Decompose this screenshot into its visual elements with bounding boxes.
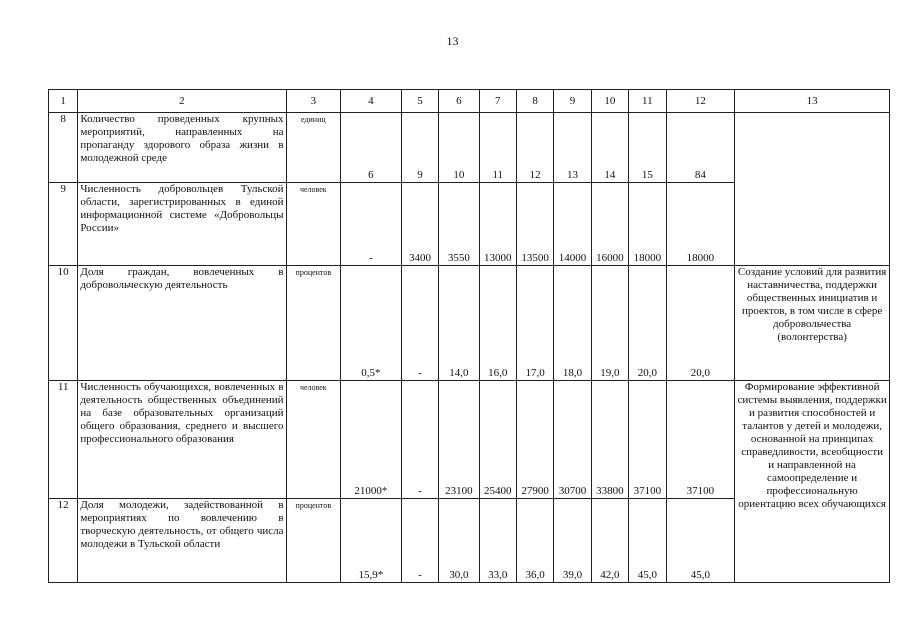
value-cell: 12 — [516, 113, 553, 183]
row-number: 8 — [49, 113, 78, 183]
indicator-unit: единиц — [286, 113, 341, 183]
value-cell: 6 — [341, 113, 402, 183]
column-header: 13 — [735, 90, 890, 113]
value-cell: 84 — [666, 113, 735, 183]
value-cell: 42,0 — [591, 499, 628, 583]
indicators-table — [48, 89, 890, 583]
note-cell: Создание условий для развития наставничества, поддержки общественных инициатив и проектов, в том числе в сфере добровольчества (волонтерства) — [735, 266, 890, 381]
value-cell: 14000 — [554, 183, 591, 266]
value-cell: 39,0 — [554, 499, 591, 583]
value-cell: 33800 — [591, 381, 628, 499]
value-cell: 21000* — [341, 381, 402, 499]
indicator-name: Численность добровольцев Тульской области, зарегистрированных в единой информационной системе «Добровольцы России» — [78, 183, 286, 266]
value-cell: 0,5* — [341, 266, 402, 381]
indicator-name: Численность обучающихся, вовлеченных в деятельность общественных объединений на базе образовательных организаций общего образования, среднего и высшего профессионального образования — [78, 381, 286, 499]
value-cell: - — [401, 266, 438, 381]
value-cell: 15 — [629, 113, 666, 183]
value-cell: 25400 — [479, 381, 516, 499]
column-header: 8 — [516, 90, 553, 113]
value-cell: 10 — [439, 113, 479, 183]
value-cell: - — [401, 499, 438, 583]
value-cell: 20,0 — [629, 266, 666, 381]
value-cell: 18,0 — [554, 266, 591, 381]
column-header: 3 — [286, 90, 341, 113]
table-row — [49, 381, 890, 499]
value-cell: 30,0 — [439, 499, 479, 583]
indicator-name: Доля граждан, вовлеченных в добровольческую деятельность — [78, 266, 286, 381]
column-header: 9 — [554, 90, 591, 113]
value-cell: 3550 — [439, 183, 479, 266]
indicator-unit: человек — [286, 381, 341, 499]
value-cell: 18000 — [666, 183, 735, 266]
indicator-unit: процентов — [286, 266, 341, 381]
column-header: 2 — [78, 90, 286, 113]
value-cell: 45,0 — [666, 499, 735, 583]
table-row — [49, 266, 890, 381]
note-cell — [735, 113, 890, 266]
column-header: 12 — [666, 90, 735, 113]
indicator-unit: процентов — [286, 499, 341, 583]
table-row — [49, 113, 890, 183]
row-number: 10 — [49, 266, 78, 381]
value-cell: 14,0 — [439, 266, 479, 381]
value-cell: 16000 — [591, 183, 628, 266]
note-cell: Формирование эффективной системы выявления, поддержки и развития способностей и талантов у детей и молодежи, основанной на принципах справедливости, всеобщности и направленной на самоопределение и профессиональную ориентацию всех обучающихся — [735, 381, 890, 583]
row-number: 11 — [49, 381, 78, 499]
column-header: 11 — [629, 90, 666, 113]
column-header: 1 — [49, 90, 78, 113]
value-cell: 9 — [401, 113, 438, 183]
value-cell: 16,0 — [479, 266, 516, 381]
indicator-name: Доля молодежи, задействованной в мероприятиях по вовлечению в творческую деятельность, от общего числа молодежи в Тульской области — [78, 499, 286, 583]
value-cell: 3400 — [401, 183, 438, 266]
value-cell: 13000 — [479, 183, 516, 266]
value-cell: 33,0 — [479, 499, 516, 583]
indicator-unit: человек — [286, 183, 341, 266]
value-cell: 15,9* — [341, 499, 402, 583]
value-cell: 30700 — [554, 381, 591, 499]
value-cell: 18000 — [629, 183, 666, 266]
value-cell: - — [401, 381, 438, 499]
value-cell: 37100 — [666, 381, 735, 499]
value-cell: 23100 — [439, 381, 479, 499]
value-cell: 13 — [554, 113, 591, 183]
column-header: 5 — [401, 90, 438, 113]
value-cell: 13500 — [516, 183, 553, 266]
header-row — [49, 90, 890, 113]
value-cell: 37100 — [629, 381, 666, 499]
column-header: 6 — [439, 90, 479, 113]
value-cell: 19,0 — [591, 266, 628, 381]
column-header: 4 — [341, 90, 402, 113]
value-cell: 17,0 — [516, 266, 553, 381]
value-cell: 27900 — [516, 381, 553, 499]
column-header: 10 — [591, 90, 628, 113]
value-cell: 36,0 — [516, 499, 553, 583]
column-header: 7 — [479, 90, 516, 113]
row-number: 12 — [49, 499, 78, 583]
value-cell: - — [341, 183, 402, 266]
value-cell: 20,0 — [666, 266, 735, 381]
row-number: 9 — [49, 183, 78, 266]
indicator-name: Количество проведенных крупных мероприятий, направленных на пропаганду здорового образа жизни в молодежной среде — [78, 113, 286, 183]
value-cell: 45,0 — [629, 499, 666, 583]
value-cell: 14 — [591, 113, 628, 183]
page-number: 13 — [446, 34, 459, 48]
value-cell: 11 — [479, 113, 516, 183]
